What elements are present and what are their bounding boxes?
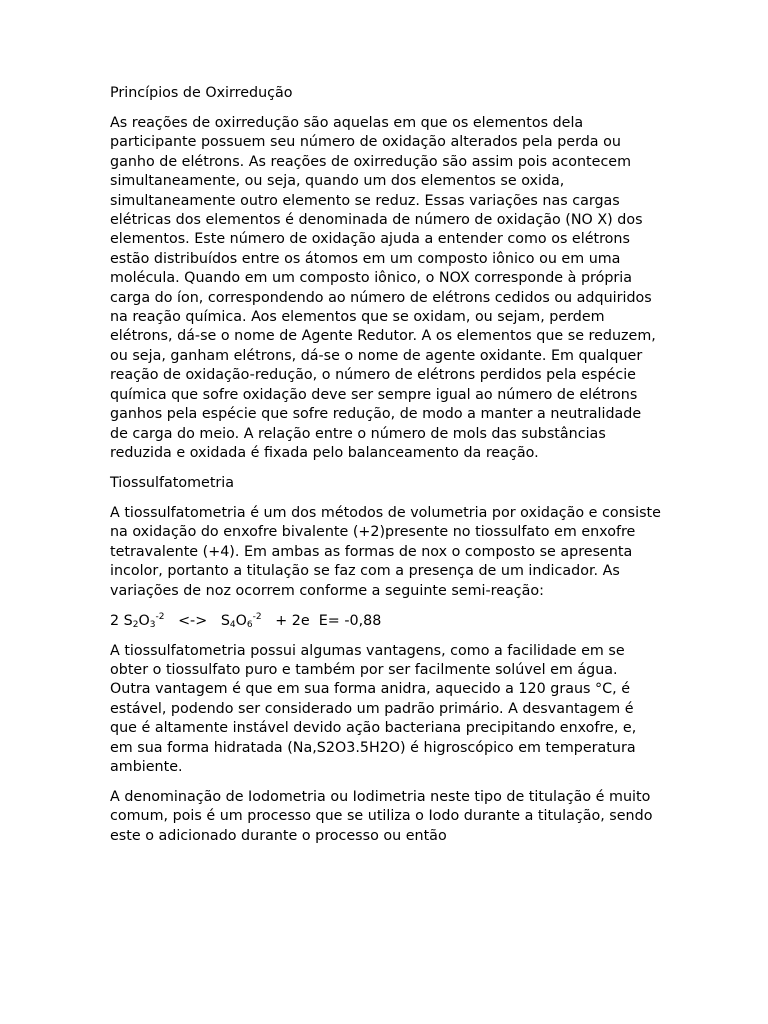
paragraph-iodometria: A denominação de Iodometria ou Iodimetria neste tipo de titulação é muito comum, pois é um processo que se utiliza o Iodo durante a titulação, sendo este o adicionado durante o processo ou então (110, 788, 653, 844)
equation-arrow-product: <-> S (164, 612, 230, 629)
equation-subscript: 6 (246, 619, 253, 630)
section-heading-tiossulfatometria: Tiossulfatometria (110, 474, 235, 491)
equation-charge: -2 (252, 611, 262, 622)
equation-oxygen: O (138, 612, 150, 629)
equation-electrons-potential: + 2e E= -0,88 (261, 612, 382, 629)
section-heading-oxirreducao: Princípios de Oxirredução (110, 85, 293, 101)
paragraph-vantagens: A tiossulfatometria possui algumas vantagens, como a facilidade em se obter o tiossulfato puro e também por ser facilmente solúvel em água. Outra vantagem é que em sua forma anidra, aquecido a 120 graus °C, é estável, podendo ser considerado um padrão primário. A desvantagem é que é altamente instável devido ação bacteriana precipitando enxofre, e, em sua forma hidratada (Na,S2O3.5H2O) é higroscópico em temperatura ambiente. (110, 642, 637, 775)
equation-charge: -2 (155, 611, 165, 622)
document-page (110, 84, 662, 857)
equation-subscript: 2 (132, 619, 139, 630)
half-reaction-equation (110, 612, 662, 631)
paragraph-tiossulfatometria-intro: A tiossulfatometria é um dos métodos de volumetria por oxidação e consiste na oxidação do enxofre bivalente (+2)presente no tiossulfato em enxofre tetravalente (+4). Em ambas as formas de nox o composto se apresenta incolor, portanto a titulação se faz com a presença de um indicador. As variações de noz ocorrem conforme a seguinte semi-reação: (110, 504, 661, 599)
paragraph-oxirreducao: As reações de oxirredução são aquelas em que os elementos dela participante possuem seu número de oxidação alterados pela perda ou ganho de elétrons. As reações de oxirredução são assim pois acontecem simultaneamente, ou seja, quando um dos elementos se oxida, simultaneamente outro elemento se reduz. Essas variações nas cargas elétricas dos elementos é denominada de número de oxidação (NO X) dos elementos. Este número de oxidação ajuda a entender como os elétrons estão distribuídos entre os átomos em um composto iônico ou em uma molécula. Quando em um composto iônico, o NOX corresponde à própria carga do íon, correspondendo ao número de elétrons cedidos ou adquiridos na reação química. Aos elementos que se oxidam, ou sejam, perdem elétrons, dá-se o nome de Agente Redutor. A os elementos que se reduzem, ou seja, ganham elétrons, dá-se o nome de agente oxidante. Em qualquer reação de oxidação-redução, o número de elétrons perdidos pela espécie química que sofre oxidação deve ser sempre igual ao número de elétrons ganhos pela espécie que sofre redução, de modo a manter a neutralidade de carga do meio. A relação entre o número de mols das substâncias reduzida e oxidada é fixada pelo balanceamento da reação. (110, 115, 656, 461)
equation-oxygen: O (235, 612, 247, 629)
equation-reactant: 2 S (110, 612, 133, 629)
equation-subscript: 4 (229, 619, 236, 630)
equation-subscript: 3 (149, 619, 156, 630)
